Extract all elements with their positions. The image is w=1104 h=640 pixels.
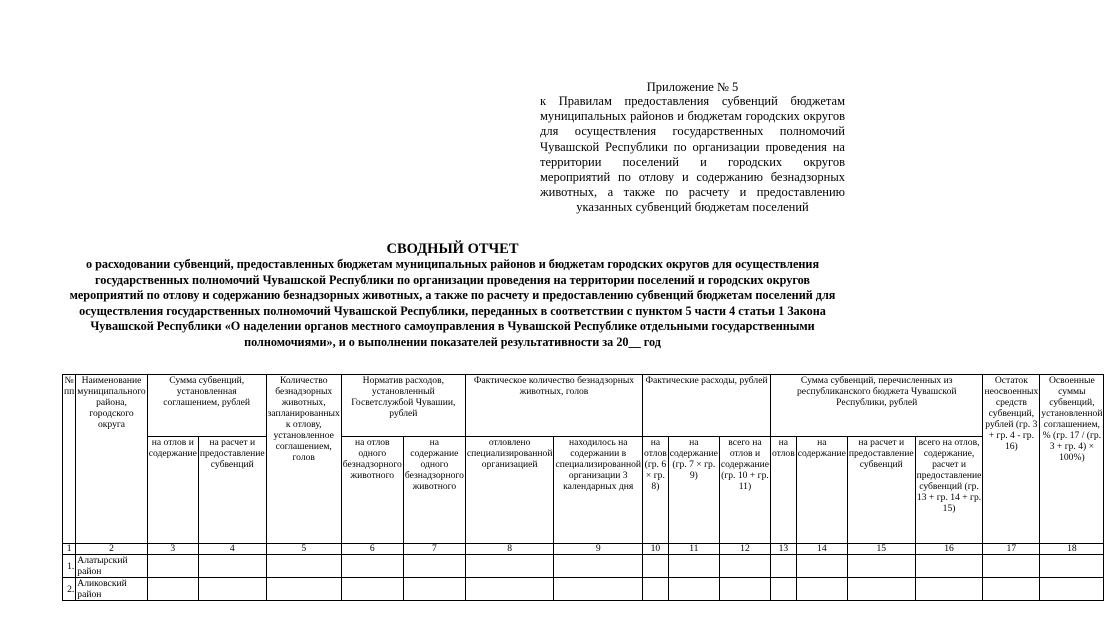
table-row [63,578,1104,601]
column-number: 14 [796,544,847,555]
header-sub-cell: на содержание (гр. 7 × гр. 9) [668,437,719,544]
table-row [63,555,1104,578]
empty-cell [643,578,669,601]
empty-cell [266,578,341,601]
header-sub-cell: на отлов и содержание [147,437,198,544]
column-number: 8 [465,544,554,555]
column-number: 3 [147,544,198,555]
header-actual-count: Фактическое количество безнадзорных животных, голов [465,375,642,437]
empty-cell [983,555,1040,578]
empty-cell [465,555,554,578]
header-sub-cell: на отлов (гр. 6 × гр. 8) [643,437,669,544]
empty-cell [983,578,1040,601]
column-number: 13 [771,544,797,555]
column-number: 6 [341,544,403,555]
header-transferred-sum: Сумма субвенций, перечисленных из республиканского бюджета Чувашской Республики, рублей [771,375,983,437]
empty-cell [915,578,983,601]
empty-cell [847,555,915,578]
header-sub-cell: всего на отлов, содержание, расчет и предоставление субвенций (гр. 13 + гр. 14 + гр. 15) [915,437,983,544]
header-sub-cell: отловлено специализированной организацией [465,437,554,544]
empty-cell [1040,555,1104,578]
header-sub-cell: на содержание [796,437,847,544]
row-number: 1. [63,555,76,578]
header-subvention-sum: Сумма субвенций, установленная соглашением, рублей [147,375,266,437]
empty-cell [403,555,465,578]
column-number: 2 [76,544,147,555]
empty-cell [554,578,643,601]
empty-cell [668,555,719,578]
header-sub-cell: на отлов [771,437,797,544]
report-subtitle: о расходовании субвенций, предоставленных бюджетам муниципальных районов и бюджетам городских округов для осуществления государственных полномочий Чувашской Республики по организации проведения на территории поселений и городских округов мероприятий по отлову и содержанию безнадзорных животных, а также по расчету и предоставлению субвенций бюджетам поселений для осуществления государственных полномочий Чувашской Республики, переданных в соответствии с пунктом 5 части 4 статьи 1 Закона Чувашской Республики «О наделении органов местного самоуправления в Чувашской Республике отдельными государственными полномочиями», и о выполнении показателей результативности за 20__ год [69,257,836,349]
header-sub-cell: всего на отлов и содержание (гр. 10 + гр. 11) [719,437,770,544]
column-number: 18 [1040,544,1104,555]
header-row-sub [63,437,1104,544]
empty-cell [341,578,403,601]
row-name: Аликовский район [76,578,147,601]
column-number: 1 [63,544,76,555]
header-expense-norm: Норматив расходов, установленный Госветслужбой Чувашии, рублей [341,375,465,437]
empty-cell [198,555,266,578]
report-title: СВОДНЫЙ ОТЧЕТ [386,241,519,257]
empty-cell [719,578,770,601]
header-unused-percent: Освоенные суммы субвенций, установленной соглашением, % (гр. 17 / (гр. 3 + гр. 4) × 100%) [1040,375,1104,544]
header-sub-cell: находилось на содержании в специализированной организации 3 календарных дня [554,437,643,544]
empty-cell [668,578,719,601]
header-sub-cell: на отлов одного безнадзорного животного [341,437,403,544]
column-number: 10 [643,544,669,555]
header-sub-cell: на расчет и предоставление субвенций [847,437,915,544]
empty-cell [341,555,403,578]
report-table [62,374,1104,601]
column-number: 4 [198,544,266,555]
header-num: № пп [63,375,76,544]
appendix-text: к Правилам предоставления субвенций бюджетам муниципальных районов и бюджетам городских округов для осуществления государственных полномочий Чувашской Республики по организации проведения на территории поселений и городских округов мероприятий по отлову и содержанию безнадзорных животных, а также по расчету и предоставлению указанных субвенций бюджетам поселений [540,94,845,215]
empty-cell [465,578,554,601]
header-sub-cell: на расчет и предоставление субвенций [198,437,266,544]
empty-cell [771,555,797,578]
row-name: Алатырский район [76,555,147,578]
header-row-top [63,375,1104,437]
header-name: Наименование муниципального района, городского округа [76,375,147,544]
header-sub-cell: на содержание одного безнадзорного животного [403,437,465,544]
column-number: 7 [403,544,465,555]
empty-cell [796,555,847,578]
appendix-title: Приложение № 5 [646,80,739,94]
column-number: 9 [554,544,643,555]
empty-cell [147,555,198,578]
empty-cell [1040,578,1104,601]
column-number: 11 [668,544,719,555]
empty-cell [771,578,797,601]
empty-cell [847,578,915,601]
empty-cell [198,578,266,601]
empty-cell [796,578,847,601]
header-remaining: Остаток неосвоенных средств субвенций, рублей (гр. 3 + гр. 4 - гр. 16) [983,375,1040,544]
column-number: 15 [847,544,915,555]
column-number: 17 [983,544,1040,555]
empty-cell [915,555,983,578]
empty-cell [719,555,770,578]
row-number: 2. [63,578,76,601]
empty-cell [403,578,465,601]
column-number: 12 [719,544,770,555]
empty-cell [266,555,341,578]
column-number-row [63,544,1104,555]
empty-cell [554,555,643,578]
empty-cell [643,555,669,578]
column-number: 5 [266,544,341,555]
column-number: 16 [915,544,983,555]
header-actual-expenses: Фактические расходы, рублей [643,375,771,437]
empty-cell [147,578,198,601]
header-animal-count: Количество безнадзорных животных, запланированных к отлову, установленное соглашением, голов [266,375,341,544]
